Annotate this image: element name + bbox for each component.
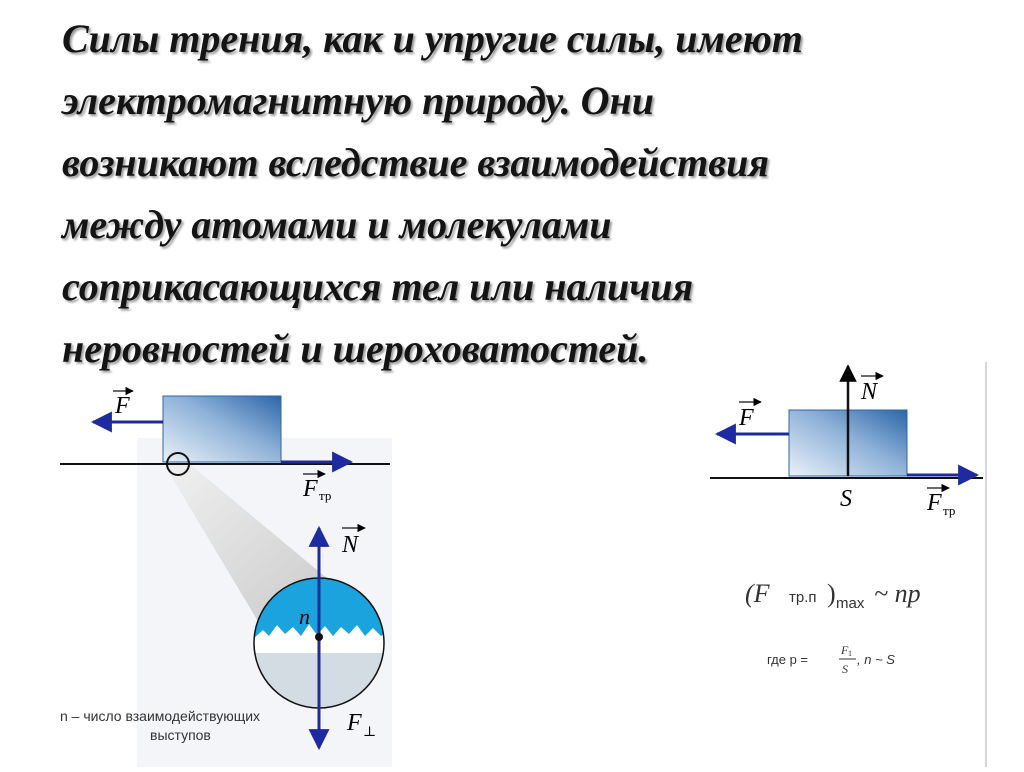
svg-text:): ): [827, 579, 836, 608]
svg-text:(F: (F: [745, 579, 770, 608]
label-N: [860, 376, 883, 405]
where-formula: [767, 643, 895, 676]
label-friction: [926, 488, 955, 518]
svg-text:1: 1: [848, 649, 852, 658]
friction-formula: [745, 579, 921, 612]
caption-line-2: выступов: [150, 727, 211, 743]
slide-paragraph: [62, 8, 962, 380]
svg-text:F: F: [739, 405, 754, 431]
text-line-6: неровностей и шероховатостей.: [62, 326, 649, 371]
svg-text:S: S: [842, 662, 848, 676]
label-F: [113, 391, 133, 419]
svg-text:F: F: [841, 643, 849, 657]
sliding-block: [163, 396, 281, 462]
svg-text:F: F: [927, 490, 942, 516]
caption-line-1: n – число взаимодействующих: [60, 708, 261, 724]
svg-text:F: F: [115, 393, 130, 419]
text-line-2: электромагнитную природу. Они: [62, 78, 654, 123]
contact-point: [315, 633, 323, 641]
svg-text:где p =: где p =: [767, 652, 809, 667]
left-friction-diagram: [55, 378, 400, 767]
svg-text:~ np: ~ np: [874, 579, 921, 608]
svg-text:F: F: [347, 710, 362, 736]
text-line-4: между атомами и молекулами: [62, 202, 612, 247]
svg-text:⊥: ⊥: [363, 725, 377, 740]
svg-text:F: F: [303, 476, 318, 502]
text-line-1: Силы трения, как и упругие силы, имеют: [62, 16, 803, 61]
svg-text:N: N: [861, 379, 878, 405]
svg-text:max: max: [836, 595, 865, 612]
svg-text:, n ~ S: , n ~ S: [857, 652, 895, 667]
svg-text:N: N: [342, 532, 359, 558]
svg-text:тр: тр: [943, 503, 956, 518]
label-F: [738, 402, 761, 431]
label-S: S: [840, 486, 852, 512]
text-line-3: возникают вследствие взаимодействия: [62, 140, 769, 185]
label-n: n: [299, 604, 310, 629]
svg-text:тр: тр: [319, 488, 332, 503]
text-line-5: соприкасающихся тел или наличия: [62, 264, 694, 309]
right-friction-diagram: [705, 362, 990, 767]
svg-text:тр.п: тр.п: [789, 589, 817, 606]
right-border: [985, 362, 987, 767]
